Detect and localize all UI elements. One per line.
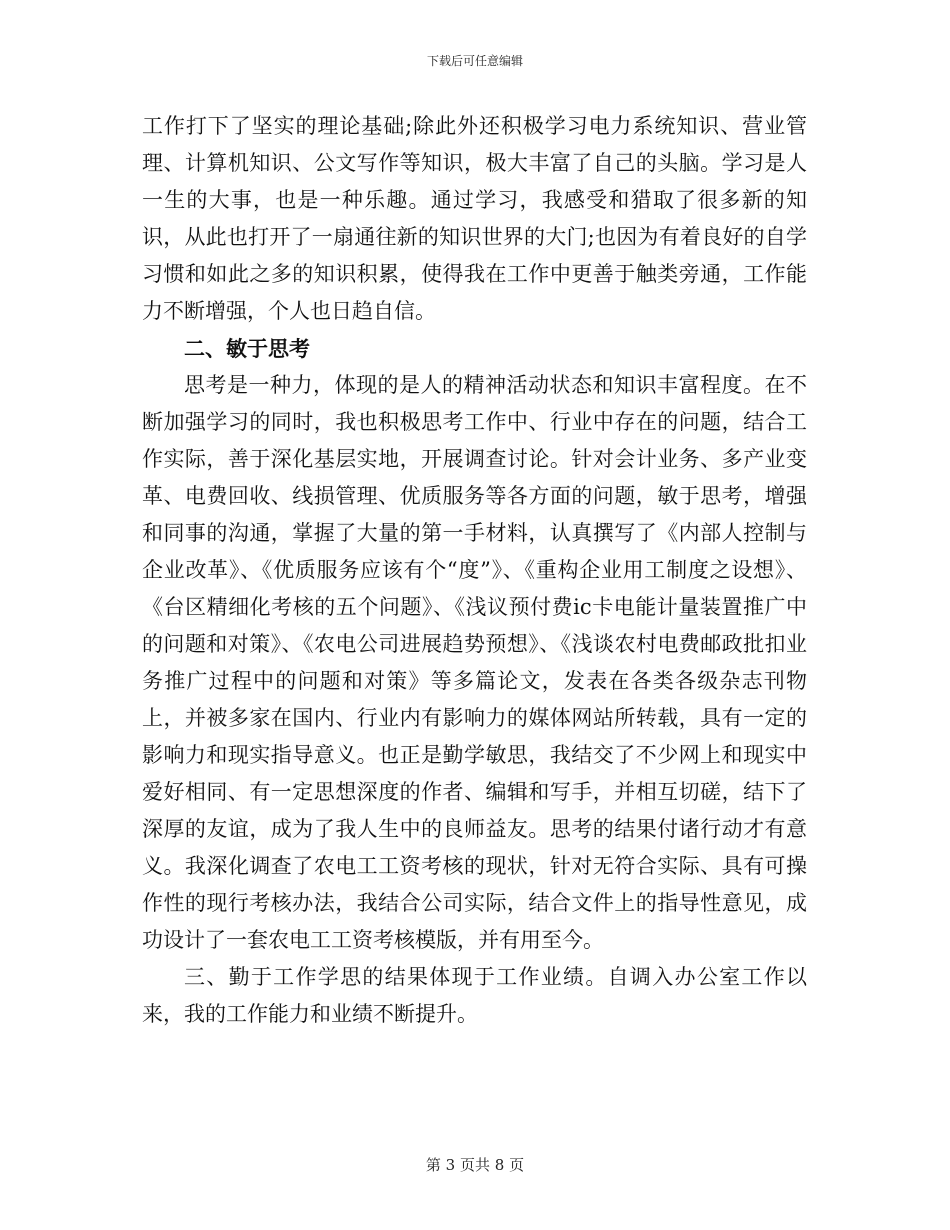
paragraph-3: 三、勤于工作学思的结果体现于工作业绩。自调入办公室工作以来，我的工作能力和业绩不断提升。 xyxy=(142,965,807,1026)
page-number-footer: 第 3 页共 8 页 xyxy=(425,1156,525,1174)
document-body xyxy=(142,108,807,1033)
paragraph-1: 工作打下了坚实的理论基础;除此外还积极学习电力系统知识、营业管理、计算机知识、公文写作等知识，极大丰富了自己的头脑。学习是人一生的大事，也是一种乐趣。通过学习，我感受和猎取了很多新的知识，从此也打开了一扇通往新的知识世界的大门;也因为有着良好的自学习惯和如此之多的知识积累，使得我在工作中更善于触类旁通，工作能力不断增强，个人也日趋自信。 xyxy=(142,114,807,323)
section-heading-2: 二、敏于思考 xyxy=(184,336,310,361)
paragraph-2: 思考是一种力，体现的是人的精神活动状态和知识丰富程度。在不断加强学习的同时，我也积极思考工作中、行业中存在的问题，结合工作实际，善于深化基层实地，开展调查讨论。针对会计业务、多产业变革、电费回收、线损管理、优质服务等各方面的问题，敏于思考，增强和同事的沟通，掌握了大量的第一手材料，认真撰写了《内部人控制与企业改革》、《优质服务应该有个“度”》、《重构企业用工制度之设想》、《台区精细化考核的五个问题》、《浅议预付费ic卡电能计量装置推广中的问题和对策》、《农电公司进展趋势预想》、《浅谈农村电费邮政批扣业务推广过程中的问题和对策》等多篇论文，发表在各类各级杂志刊物上，并被多家在国内、行业内有影响力的媒体网站所转载，具有一定的影响力和现实指导意义。也正是勤学敏思，我结交了不少网上和现实中爱好相同、有一定思想深度的作者、编辑和写手，并相互切磋，结下了深厚的友谊，成为了我人生中的良师益友。思考的结果付诸行动才有意义。我深化调查了农电工工资考核的现状，针对无符合实际、具有可操作性的现行考核办法，我结合公司实际，结合文件上的指导性意见，成功设计了一套农电工工资考核模版，并有用至今。 xyxy=(142,373,807,952)
page-header: 下载后可任意编辑 xyxy=(426,54,523,68)
